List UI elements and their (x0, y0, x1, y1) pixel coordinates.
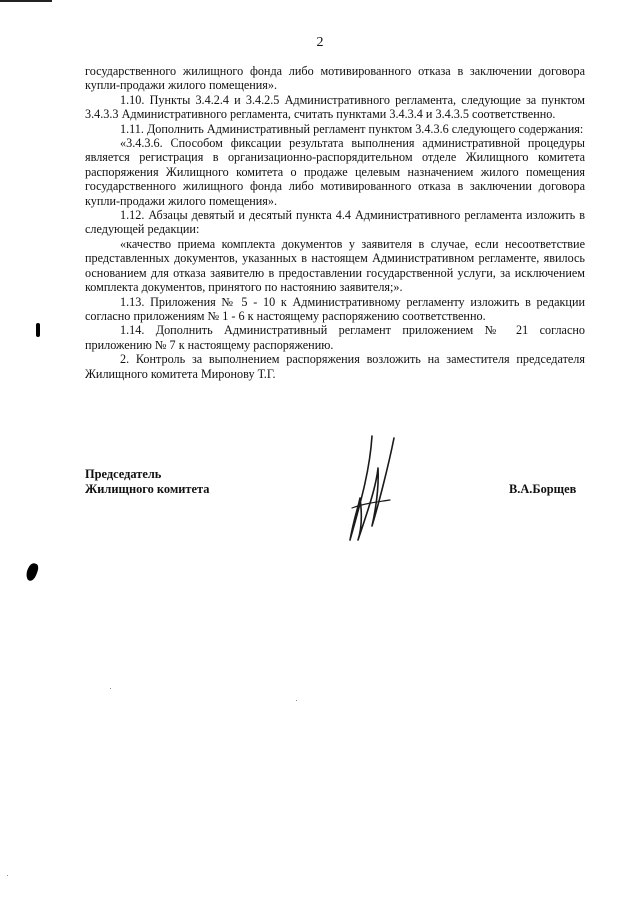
paragraph: 1.10. Пункты 3.4.2.4 и 3.4.2.5 Административного регламента, следующие за пунктом 3.4.3.3 Административного регламента, считать пунктами 3.4.3.4 и 3.4.3.5 соответственно. (85, 92, 585, 122)
paragraph: 1.13. Приложения № 5 - 10 к Административному регламенту изложить в редакции согласно приложениям № 1 - 6 к настоящему распоряжению соответственно. (85, 294, 585, 323)
paragraph: 2. Контроль за выполнением распоряжения возложить на заместителя председателя Жилищного комитета Миронову Т.Г. (85, 352, 585, 381)
paragraph: «3.4.3.6. Способом фиксации результата выполнения административной процедуры является регистрация в организационно-распорядительном отделе Жилищного комитета распоряжения Жилищного комитета о продаже целевым назначением жилого помещения государственного жилищного фонда либо мотивированного отказа в заключении договора купли-продажи жилого помещения». (85, 136, 585, 208)
signatory-title-line2: Жилищного комитета (85, 482, 210, 496)
handwritten-signature (332, 428, 412, 548)
signatory-title-line1: Председатель (85, 467, 162, 481)
paragraph: государственного жилищного фонда либо мотивированного отказа в заключении договора купли-продажи жилого помещения». (85, 64, 585, 93)
document-body (85, 64, 585, 381)
speck (7, 875, 8, 876)
page-number: 2 (316, 35, 324, 50)
signatory-name: В.А.Борщев (509, 482, 577, 496)
signatory-title (85, 467, 209, 497)
top-rule (0, 0, 52, 2)
punch-mark (24, 562, 40, 582)
speck (296, 700, 297, 701)
paragraph: 1.14. Дополнить Административный регламент приложением № 21 согласно приложению № 7 к настоящему распоряжению. (85, 323, 585, 352)
paragraph: 1.12. Абзацы девятый и десятый пункта 4.4 Административного регламента изложить в следующей редакции: (85, 208, 585, 237)
punch-mark (36, 323, 40, 337)
speck (110, 688, 111, 689)
paragraph: «качество приема комплекта документов у заявителя в случае, если несоответствие представленных документов, указанных в настоящем Административном регламенте, явилось основанием для отказа заявителю в предоставлении государственной услуги, за исключением комплекта документов, принятого по настоянию заявителя;». (85, 236, 585, 295)
paragraph: 1.11. Дополнить Административный регламент пунктом 3.4.3.6 следующего содержания: (120, 121, 584, 136)
